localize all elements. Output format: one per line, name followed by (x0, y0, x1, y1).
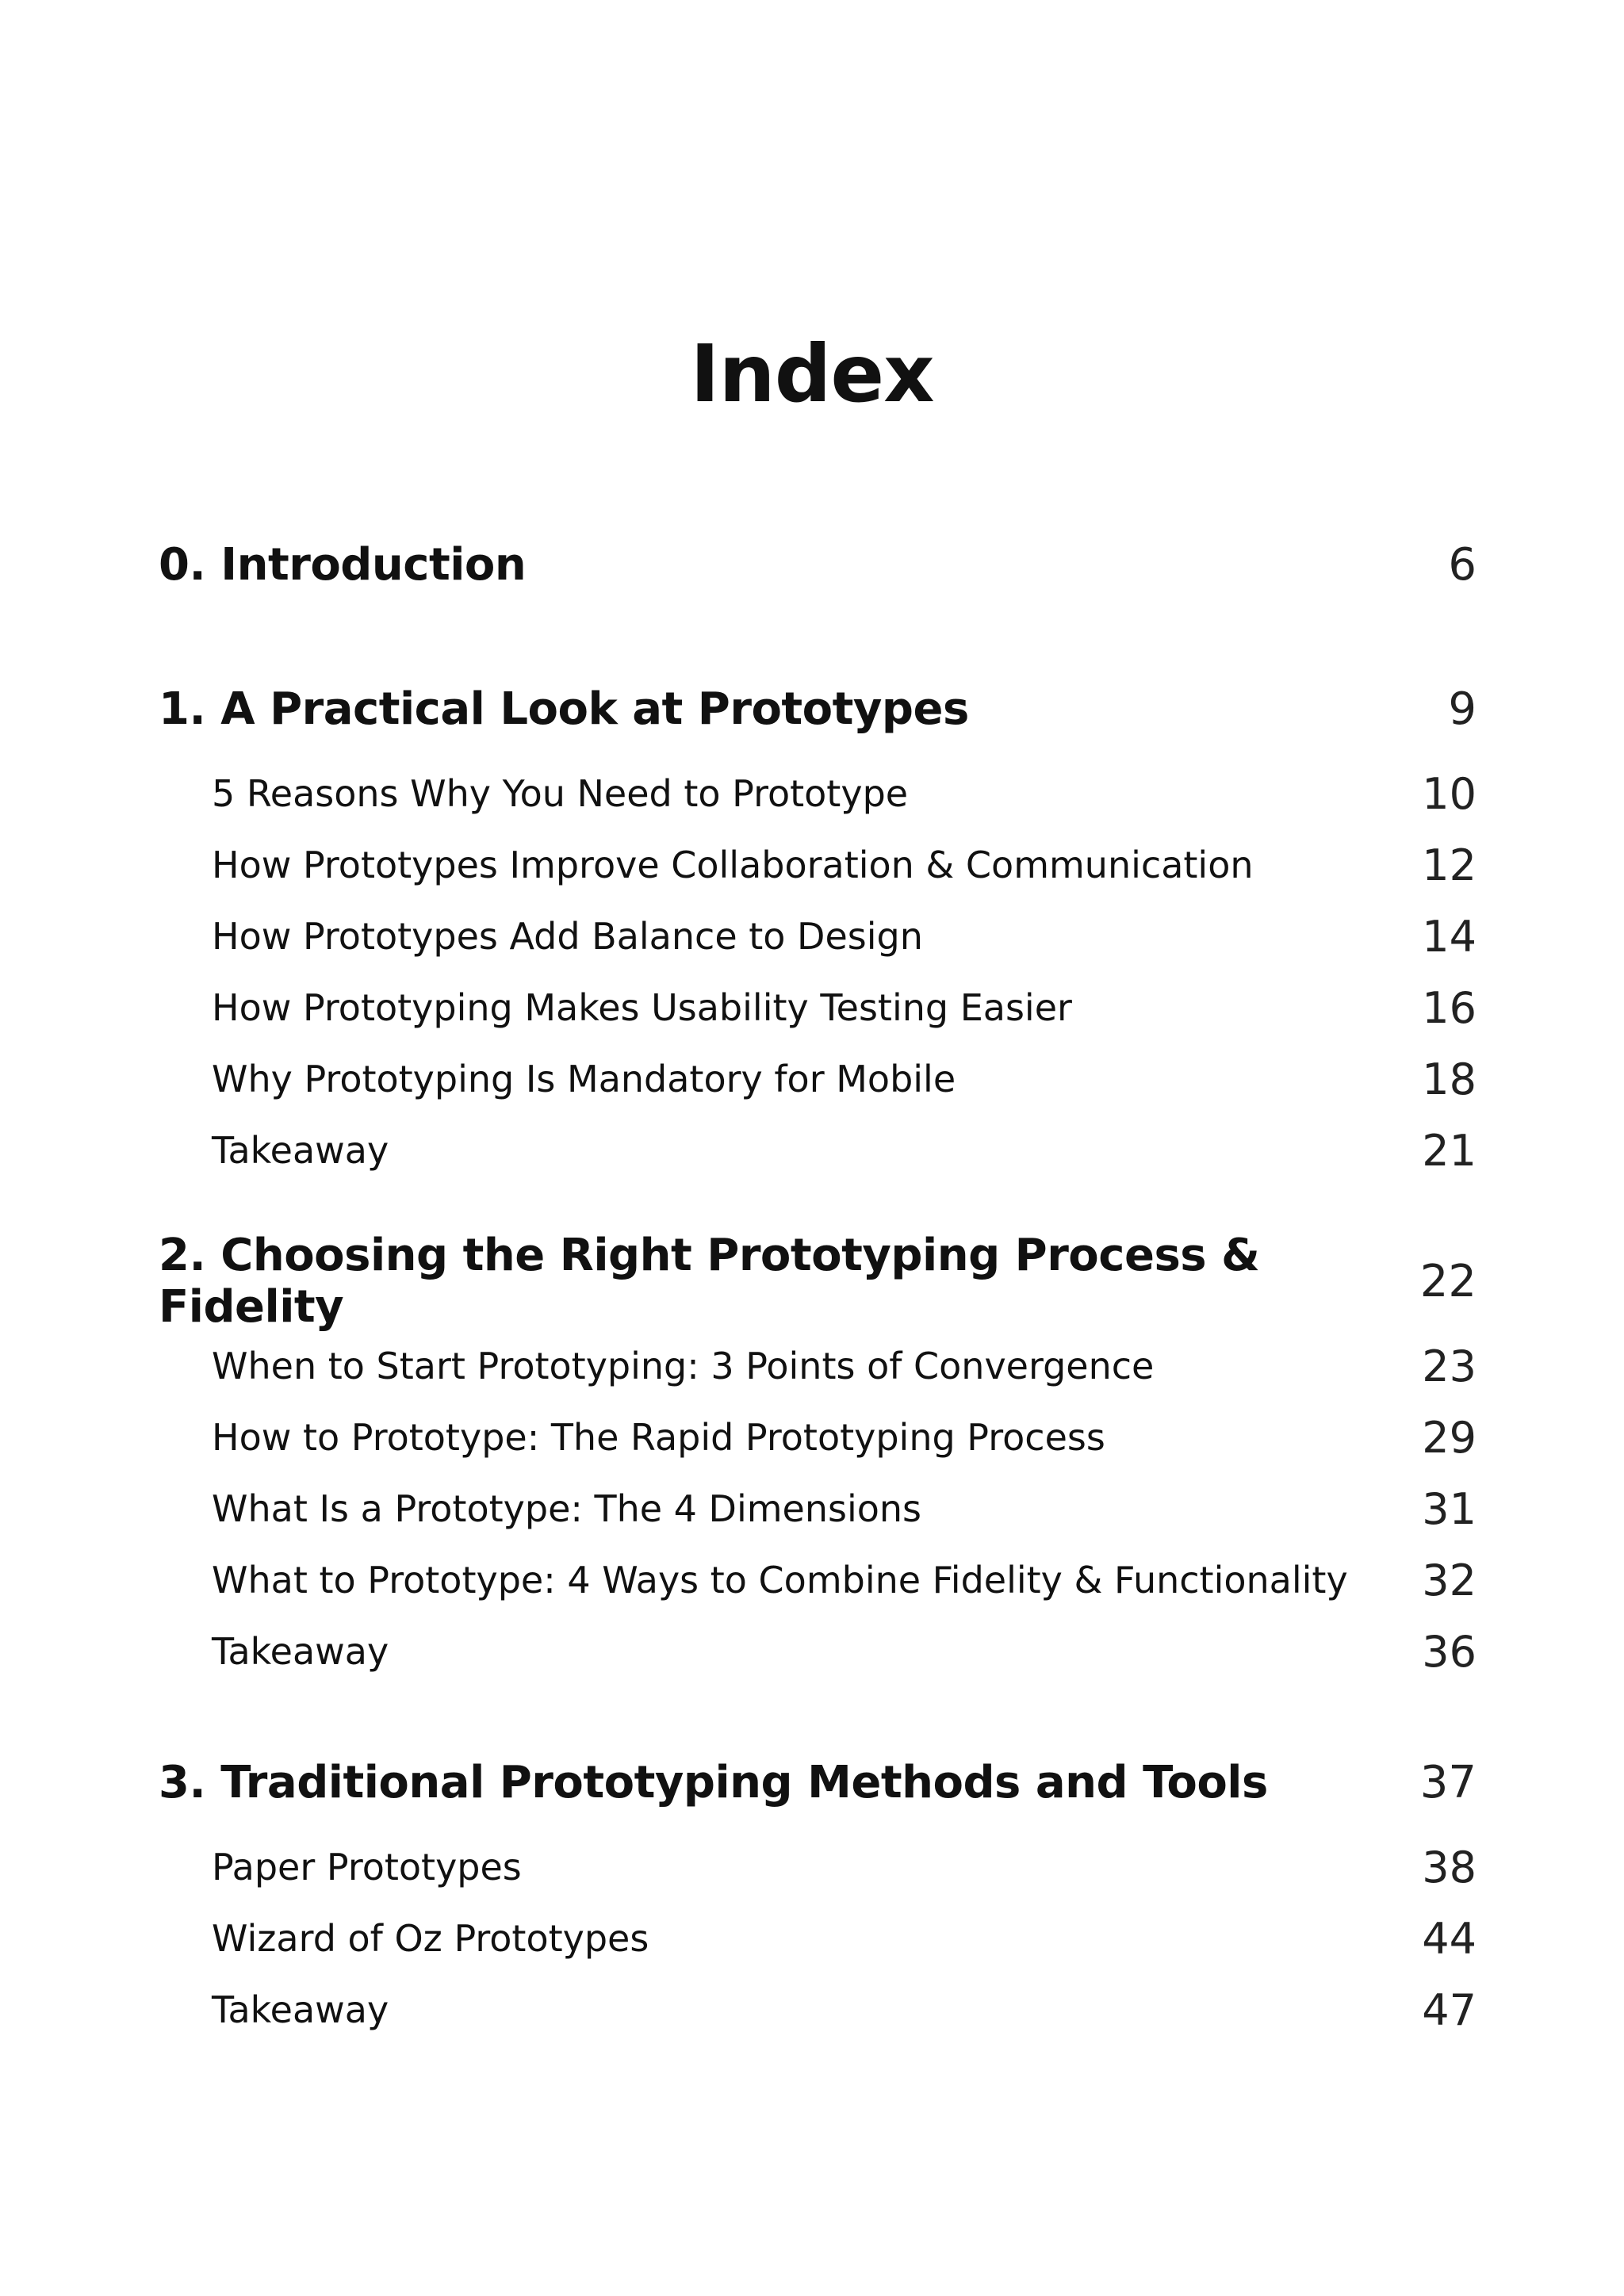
toc-section-practical-look (159, 660, 1477, 1186)
toc-entry-label: Paper Prototypes (212, 1846, 522, 1888)
section-heading-label: 1. A Practical Look at Prototypes (159, 683, 969, 735)
page-number: 36 (1422, 1626, 1477, 1677)
toc-entry[interactable] (159, 758, 1477, 829)
page-number: 32 (1422, 1555, 1477, 1605)
toc-entry[interactable] (159, 1402, 1477, 1473)
toc-entry-label: Takeaway (212, 1988, 389, 2031)
page-number: 21 (1422, 1125, 1477, 1176)
page-number: 31 (1422, 1483, 1477, 1534)
toc-entry[interactable] (159, 1831, 1477, 1903)
section-heading-label: 3. Traditional Prototyping Methods and Tools (159, 1756, 1268, 1808)
toc-entry[interactable] (159, 1473, 1477, 1544)
page-number: 44 (1422, 1913, 1477, 1964)
section-heading[interactable] (159, 660, 1477, 758)
toc-entry[interactable] (159, 1616, 1477, 1687)
toc-entry[interactable] (159, 901, 1477, 972)
toc-entry-label: 5 Reasons Why You Need to Prototype (212, 772, 909, 815)
toc-entry-label: What Is a Prototype: The 4 Dimensions (212, 1487, 922, 1530)
toc-entry-label: Takeaway (212, 1129, 389, 1172)
page-number: 22 (1419, 1255, 1477, 1307)
page-number: 29 (1422, 1412, 1477, 1463)
page-number: 23 (1422, 1341, 1477, 1391)
toc-entry-label: What to Prototype: 4 Ways to Combine Fidelity & Functionality (212, 1559, 1348, 1601)
toc-entry-label: How Prototyping Makes Usability Testing Easier (212, 986, 1072, 1029)
toc-entry[interactable] (159, 1115, 1477, 1186)
toc-entry-label: How Prototypes Add Balance to Design (212, 915, 923, 958)
toc-entry[interactable] (159, 1974, 1477, 2045)
toc-entry[interactable] (159, 972, 1477, 1043)
toc-entry[interactable] (159, 829, 1477, 901)
page-number: 16 (1422, 982, 1477, 1033)
page-number: 38 (1422, 1842, 1477, 1892)
toc-entry-label: How to Prototype: The Rapid Prototyping Process (212, 1416, 1105, 1459)
page-number: 37 (1419, 1756, 1477, 1808)
section-heading[interactable] (159, 515, 1477, 614)
toc-section-choosing-process (159, 1232, 1477, 1687)
page-number: 18 (1422, 1054, 1477, 1104)
page-number: 14 (1422, 911, 1477, 962)
toc-entry-label: Takeaway (212, 1630, 389, 1673)
section-heading-label: 0. Introduction (159, 538, 527, 591)
page-number: 9 (1448, 683, 1477, 735)
toc-entry-label: Wizard of Oz Prototypes (212, 1917, 649, 1960)
toc-entry[interactable] (159, 1043, 1477, 1115)
toc-section-traditional-methods (159, 1733, 1477, 2045)
section-heading-label: 2. Choosing the Right Prototyping Process & Fidelity (159, 1230, 1260, 1333)
toc-section-introduction (159, 515, 1477, 614)
page-number: 10 (1422, 768, 1477, 819)
toc-entry-label: When to Start Prototyping: 3 Points of Convergence (212, 1345, 1155, 1387)
page-number: 12 (1422, 840, 1477, 890)
toc-entry[interactable] (159, 1903, 1477, 1974)
page-title: Index (690, 327, 934, 420)
section-heading[interactable] (159, 1230, 1477, 1333)
toc-entry[interactable] (159, 1330, 1477, 1402)
section-heading[interactable] (159, 1733, 1477, 1831)
table-of-contents (159, 515, 1477, 2091)
page-number: 47 (1422, 1984, 1477, 2035)
toc-entry-label: How Prototypes Improve Collaboration & Communication (212, 844, 1254, 886)
toc-entry-label: Why Prototyping Is Mandatory for Mobile (212, 1058, 956, 1100)
toc-entry[interactable] (159, 1544, 1477, 1616)
page-number: 6 (1448, 538, 1477, 591)
